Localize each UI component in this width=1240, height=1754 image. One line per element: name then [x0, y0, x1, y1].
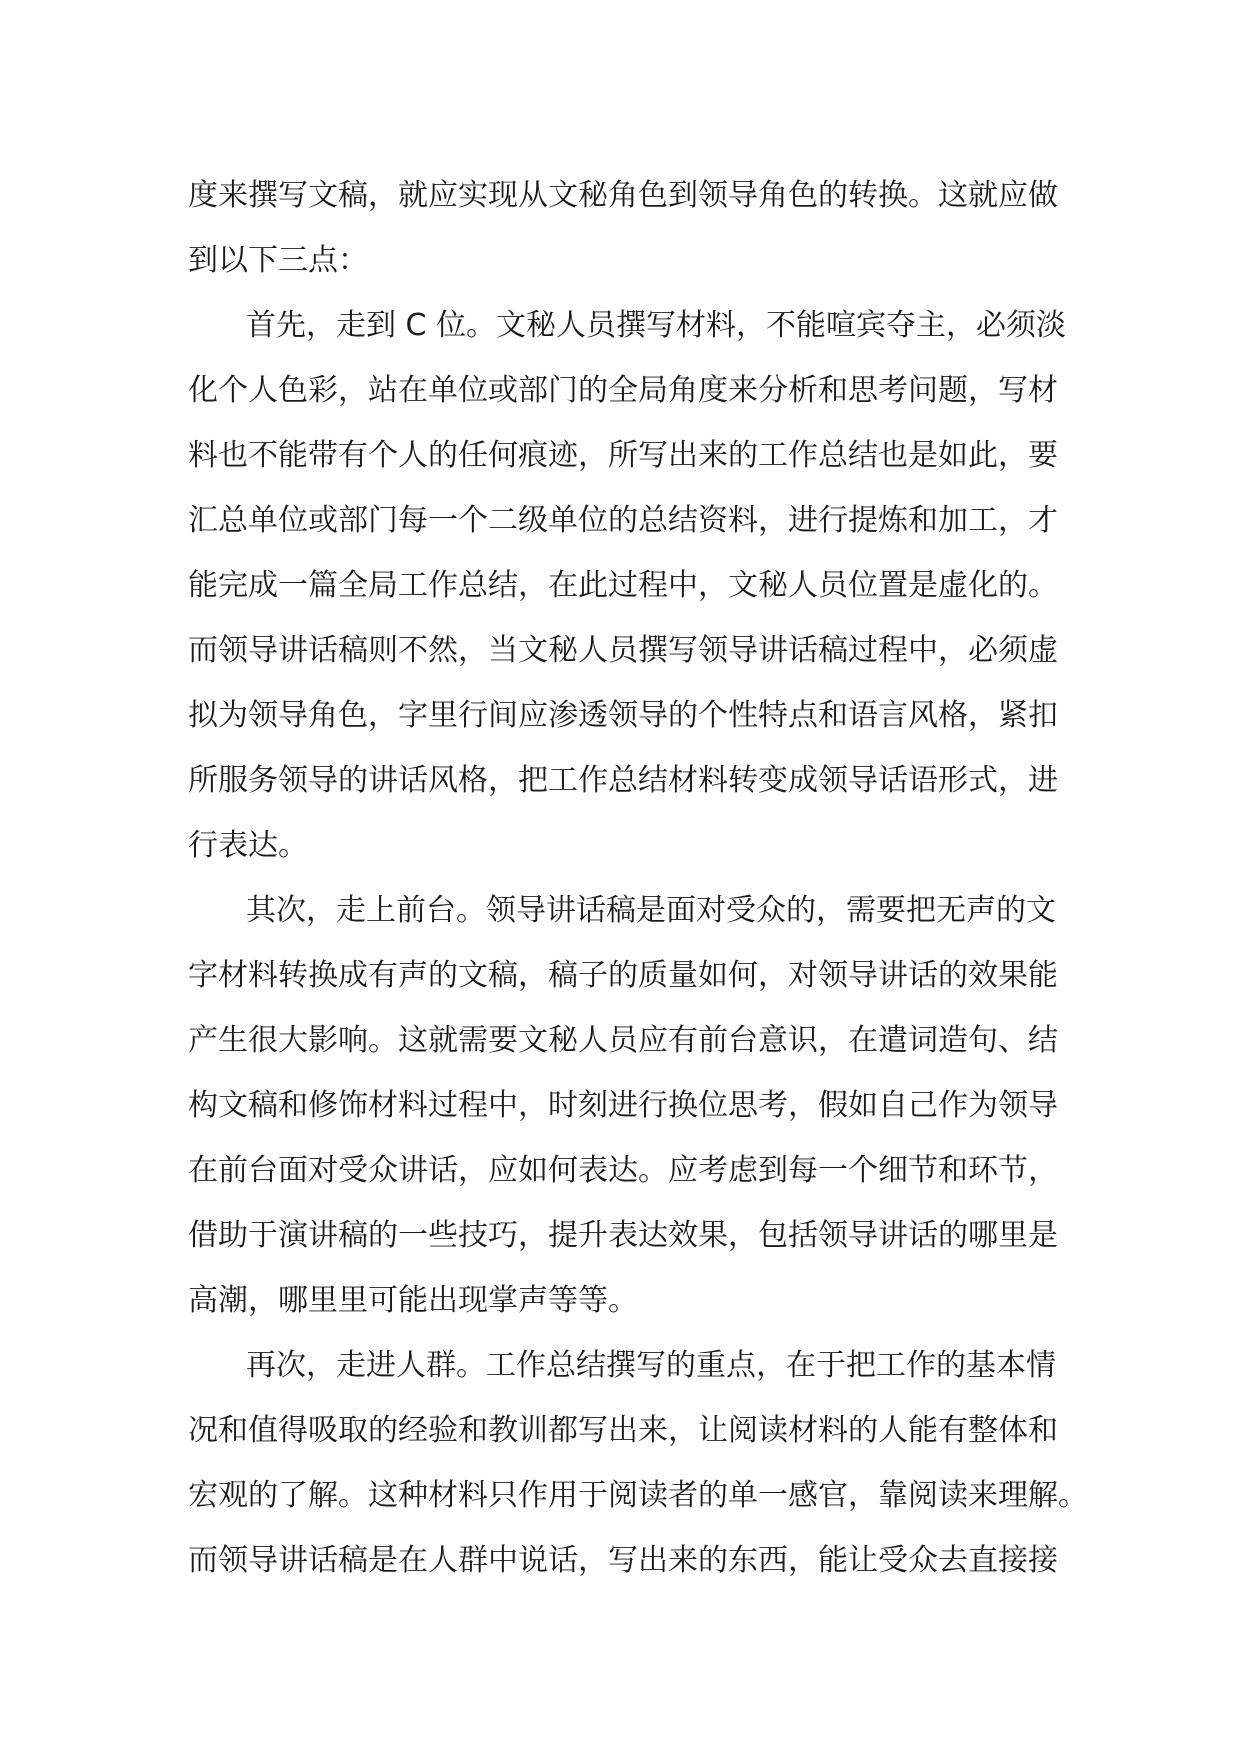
text-line: 汇总单位或部门每一个二级单位的总结资料，进行提炼和加工，才 — [188, 503, 1058, 538]
text-line: 料也不能带有个人的任何痕迹，所写出来的工作总结也是如此，要 — [188, 438, 1058, 473]
text-line: 构文稿和修饰材料过程中，时刻进行换位思考，假如自己作为领导 — [188, 1088, 1058, 1123]
text-line: 到以下三点： — [188, 243, 368, 278]
text-line: 化个人色彩，站在单位或部门的全局角度来分析和思考问题，写材 — [188, 373, 1058, 408]
body-text — [188, 163, 1088, 1593]
text-line: 产生很大影响。这就需要文秘人员应有前台意识，在遣词造句、结 — [188, 1023, 1058, 1058]
text-line: 况和值得吸取的经验和教训都写出来，让阅读材料的人能有整体和 — [188, 1413, 1058, 1448]
text-line: 借助于演讲稿的一些技巧，提升表达效果，包括领导讲话的哪里是 — [188, 1218, 1058, 1253]
paragraph-first-line: 首先，走到 C 位。文秘人员撰写材料，不能喧宾夺主，必须淡 — [246, 308, 1067, 343]
text-line: 而领导讲话稿则不然，当文秘人员撰写领导讲话稿过程中，必须虚 — [188, 633, 1058, 668]
text-line: 拟为领导角色，字里行间应渗透领导的个性特点和语言风格，紧扣 — [188, 698, 1058, 733]
text-line: 高潮，哪里里可能出现掌声等等。 — [188, 1283, 638, 1318]
text-line: 宏观的了解。这种材料只作用于阅读者的单一感官，靠阅读来理解。 — [188, 1478, 1088, 1513]
text-line: 行表达。 — [188, 828, 308, 863]
text-line: 度来撰写文稿，就应实现从文秘角色到领导角色的转换。这就应做 — [188, 178, 1058, 213]
text-line: 能完成一篇全局工作总结，在此过程中，文秘人员位置是虚化的。 — [188, 568, 1058, 603]
paragraph-first-line: 其次，走上前台。领导讲话稿是面对受众的，需要把无声的文 — [246, 893, 1056, 928]
text-line: 所服务领导的讲话风格，把工作总结材料转变成领导话语形式，进 — [188, 763, 1058, 798]
paragraph-first-line: 再次，走进人群。工作总结撰写的重点，在于把工作的基本情 — [246, 1348, 1056, 1383]
text-line: 字材料转换成有声的文稿，稿子的质量如何，对领导讲话的效果能 — [188, 958, 1058, 993]
text-line: 而领导讲话稿是在人群中说话，写出来的东西，能让受众去直接接 — [188, 1543, 1058, 1578]
text-line: 在前台面对受众讲话，应如何表达。应考虑到每一个细节和环节， — [188, 1153, 1058, 1188]
